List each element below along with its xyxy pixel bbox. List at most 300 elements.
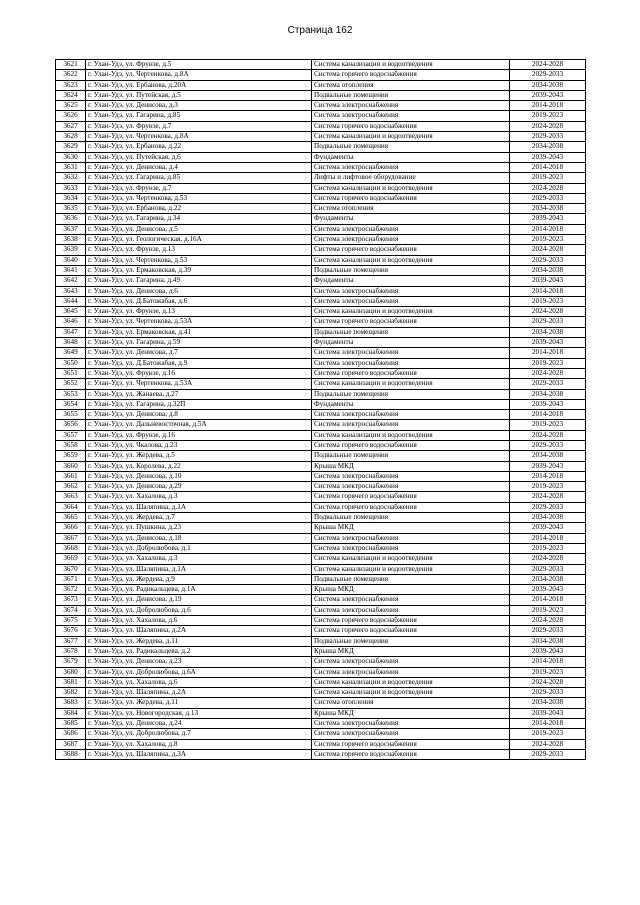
table-row (56, 626, 586, 636)
row-number: 3624 (56, 90, 86, 100)
address-cell: г. Улан-Удэ, ул. Денисова, д.6 (86, 286, 312, 296)
system-cell: Подвальные помещения (312, 265, 510, 275)
address-cell: г. Улан-Удэ, ул. Гагарина, д.85 (86, 173, 312, 183)
period-cell: 2014-2018 (510, 471, 586, 481)
row-number: 3684 (56, 708, 86, 718)
table-row (56, 719, 586, 729)
row-number: 3640 (56, 255, 86, 265)
row-number: 3683 (56, 698, 86, 708)
address-cell: г. Улан-Удэ, ул. Фрунзе, д.13 (86, 245, 312, 255)
row-number: 3662 (56, 482, 86, 492)
period-cell: 2024-2028 (510, 739, 586, 749)
table-row (56, 564, 586, 574)
row-number: 3625 (56, 101, 86, 111)
address-cell: г. Улан-Удэ, ул. Д.Батожабая, д.9 (86, 358, 312, 368)
system-cell: Система электроснабжения (312, 482, 510, 492)
system-cell: Крыша МКД (312, 523, 510, 533)
address-cell: г. Улан-Удэ, ул. Денисова, д.10 (86, 471, 312, 481)
row-number: 3637 (56, 224, 86, 234)
registry-table-body (56, 60, 586, 760)
address-cell: г. Улан-Удэ, ул. Денисова, д.8 (86, 410, 312, 420)
system-cell: Система отопления (312, 204, 510, 214)
address-cell: г. Улан-Удэ, ул. Фрунзе, д.5 (86, 60, 312, 70)
row-number: 3636 (56, 214, 86, 224)
address-cell: г. Улан-Удэ, ул. Добролюбова, д.1 (86, 543, 312, 553)
row-number: 3679 (56, 657, 86, 667)
address-cell: г. Улан-Удэ, ул. Денисова, д.19 (86, 595, 312, 605)
table-row (56, 80, 586, 90)
period-cell: 2039-2043 (510, 708, 586, 718)
address-cell: г. Улан-Удэ, ул. Шаляпина, д.1А (86, 502, 312, 512)
address-cell: г. Улан-Удэ, ул. Денисова, д.29 (86, 482, 312, 492)
table-row (56, 729, 586, 739)
table-row (56, 492, 586, 502)
system-cell: Система электроснабжения (312, 348, 510, 358)
row-number: 3676 (56, 626, 86, 636)
system-cell: Система электроснабжения (312, 543, 510, 553)
row-number: 3658 (56, 440, 86, 450)
row-number: 3680 (56, 667, 86, 677)
row-number: 3664 (56, 502, 86, 512)
system-cell: Система электроснабжения (312, 471, 510, 481)
address-cell: г. Улан-Удэ, ул. Хахалова, д.8 (86, 739, 312, 749)
system-cell: Фундаменты (312, 214, 510, 224)
table-row (56, 749, 586, 759)
address-cell: г. Улан-Удэ, ул. Гагарина, д.32П (86, 399, 312, 409)
address-cell: г. Улан-Удэ, ул. Путейская, д.6 (86, 152, 312, 162)
row-number: 3666 (56, 523, 86, 533)
period-cell: 2034-2038 (510, 698, 586, 708)
row-number: 3687 (56, 739, 86, 749)
system-cell: Подвальные помещения (312, 90, 510, 100)
table-row (56, 338, 586, 348)
row-number: 3659 (56, 451, 86, 461)
row-number: 3663 (56, 492, 86, 502)
period-cell: 2019-2023 (510, 173, 586, 183)
period-cell: 2034-2038 (510, 574, 586, 584)
system-cell: Система электроснабжения (312, 286, 510, 296)
table-row (56, 111, 586, 121)
row-number: 3688 (56, 749, 86, 759)
row-number: 3650 (56, 358, 86, 368)
table-row (56, 389, 586, 399)
period-cell: 2034-2038 (510, 327, 586, 337)
system-cell: Система горячего водоснабжения (312, 368, 510, 378)
system-cell: Крыша МКД (312, 646, 510, 656)
row-number: 3638 (56, 235, 86, 245)
period-cell: 2019-2023 (510, 482, 586, 492)
address-cell: г. Улан-Удэ, ул. Хахалова, д.6 (86, 616, 312, 626)
table-row (56, 657, 586, 667)
row-number: 3628 (56, 132, 86, 142)
table-row (56, 162, 586, 172)
table-row (56, 420, 586, 430)
address-cell: г. Улан-Удэ, ул. Хахалова, д.3 (86, 554, 312, 564)
system-cell: Крыша МКД (312, 585, 510, 595)
period-cell: 2024-2028 (510, 554, 586, 564)
system-cell: Система электроснабжения (312, 729, 510, 739)
address-cell: г. Улан-Удэ, ул. Денисова, д.24 (86, 719, 312, 729)
period-cell: 2039-2043 (510, 338, 586, 348)
address-cell: г. Улан-Удэ, ул. Добролюбова, д.6А (86, 667, 312, 677)
address-cell: г. Улан-Удэ, ул. Шаляпина, д.2А (86, 688, 312, 698)
system-cell: Лифты и лифтовое оборудование (312, 173, 510, 183)
table-row (56, 554, 586, 564)
system-cell: Подвальные помещения (312, 142, 510, 152)
row-number: 3670 (56, 564, 86, 574)
address-cell: г. Улан-Удэ, ул. Хахалова, д.6 (86, 677, 312, 687)
row-number: 3645 (56, 307, 86, 317)
system-cell: Система электроснабжения (312, 224, 510, 234)
system-cell: Система электроснабжения (312, 595, 510, 605)
system-cell: Система канализации и водоотведения (312, 60, 510, 70)
period-cell: 2019-2023 (510, 235, 586, 245)
system-cell: Система отопления (312, 80, 510, 90)
row-number: 3642 (56, 276, 86, 286)
table-row (56, 605, 586, 615)
period-cell: 2024-2028 (510, 616, 586, 626)
table-row (56, 482, 586, 492)
period-cell: 2024-2028 (510, 245, 586, 255)
row-number: 3647 (56, 327, 86, 337)
row-number: 3652 (56, 379, 86, 389)
table-row (56, 70, 586, 80)
period-cell: 2019-2023 (510, 667, 586, 677)
period-cell: 2029-2033 (510, 688, 586, 698)
table-row (56, 451, 586, 461)
system-cell: Система горячего водоснабжения (312, 749, 510, 759)
system-cell: Система горячего водоснабжения (312, 739, 510, 749)
address-cell: г. Улан-Удэ, ул. Геологическая, д.16А (86, 235, 312, 245)
table-row (56, 276, 586, 286)
address-cell: г. Улан-Удэ, ул. Жердева, д.9 (86, 574, 312, 584)
system-cell: Система электроснабжения (312, 296, 510, 306)
row-number: 3665 (56, 513, 86, 523)
row-number: 3685 (56, 719, 86, 729)
row-number: 3653 (56, 389, 86, 399)
table-row (56, 204, 586, 214)
address-cell: г. Улан-Удэ, ул. Путейская, д.5 (86, 90, 312, 100)
table-row (56, 368, 586, 378)
address-cell: г. Улан-Удэ, ул. Гагарина, д.59 (86, 338, 312, 348)
address-cell: г. Улан-Удэ, ул. Жердева, д.7 (86, 513, 312, 523)
address-cell: г. Улан-Удэ, ул. Ербанова, д.22 (86, 142, 312, 152)
address-cell: г. Улан-Удэ, ул. Жанаева, д.27 (86, 389, 312, 399)
address-cell: г. Улан-Удэ, ул. Денисова, д.18 (86, 533, 312, 543)
address-cell: г. Улан-Удэ, ул. Ермаковская, д.39 (86, 265, 312, 275)
table-row (56, 224, 586, 234)
period-cell: 2029-2033 (510, 440, 586, 450)
table-row (56, 523, 586, 533)
period-cell: 2014-2018 (510, 348, 586, 358)
system-cell: Подвальные помещения (312, 636, 510, 646)
period-cell: 2029-2033 (510, 132, 586, 142)
period-cell: 2019-2023 (510, 420, 586, 430)
address-cell: г. Улан-Удэ, ул. Д.Батожабая, д.6 (86, 296, 312, 306)
address-cell: г. Улан-Удэ, ул. Ербанова, д.22 (86, 204, 312, 214)
system-cell: Подвальные помещения (312, 513, 510, 523)
table-row (56, 636, 586, 646)
period-cell: 2034-2038 (510, 142, 586, 152)
address-cell: г. Улан-Удэ, ул. Фрунзе, д.16 (86, 430, 312, 440)
row-number: 3675 (56, 616, 86, 626)
system-cell: Система горячего водоснабжения (312, 492, 510, 502)
address-cell: г. Улан-Удэ, ул. Гагарина, д.85 (86, 111, 312, 121)
period-cell: 2039-2043 (510, 399, 586, 409)
system-cell: Система электроснабжения (312, 358, 510, 368)
address-cell: г. Улан-Удэ, ул. Чертенкова, д.53А (86, 379, 312, 389)
table-row (56, 307, 586, 317)
period-cell: 2034-2038 (510, 389, 586, 399)
table-row (56, 616, 586, 626)
table-row (56, 193, 586, 203)
table-row (56, 698, 586, 708)
period-cell: 2024-2028 (510, 368, 586, 378)
period-cell: 2029-2033 (510, 502, 586, 512)
row-number: 3634 (56, 193, 86, 203)
address-cell: г. Улан-Удэ, ул. Радикальцева, д.2 (86, 646, 312, 656)
period-cell: 2024-2028 (510, 677, 586, 687)
row-number: 3669 (56, 554, 86, 564)
address-cell: г. Улан-Удэ, ул. Новогородская, д.13 (86, 708, 312, 718)
row-number: 3632 (56, 173, 86, 183)
address-cell: г. Улан-Удэ, ул. Чертенкова, д.53А (86, 317, 312, 327)
system-cell: Система электроснабжения (312, 162, 510, 172)
row-number: 3667 (56, 533, 86, 543)
address-cell: г. Улан-Удэ, ул. Денисова, д.3 (86, 101, 312, 111)
table-row (56, 348, 586, 358)
system-cell: Система канализации и водоотведения (312, 183, 510, 193)
period-cell: 2039-2043 (510, 523, 586, 533)
address-cell: г. Улан-Удэ, ул. Гагарина, д.49 (86, 276, 312, 286)
row-number: 3661 (56, 471, 86, 481)
table-row (56, 399, 586, 409)
period-cell: 2029-2033 (510, 749, 586, 759)
table-row (56, 513, 586, 523)
row-number: 3655 (56, 410, 86, 420)
system-cell: Система горячего водоснабжения (312, 626, 510, 636)
system-cell: Подвальные помещения (312, 451, 510, 461)
period-cell: 2024-2028 (510, 430, 586, 440)
period-cell: 2014-2018 (510, 286, 586, 296)
table-row (56, 121, 586, 131)
table-row (56, 90, 586, 100)
period-cell: 2039-2043 (510, 214, 586, 224)
period-cell: 2024-2028 (510, 492, 586, 502)
period-cell: 2029-2033 (510, 70, 586, 80)
system-cell: Система электроснабжения (312, 101, 510, 111)
system-cell: Система электроснабжения (312, 420, 510, 430)
table-row (56, 142, 586, 152)
system-cell: Система электроснабжения (312, 410, 510, 420)
row-number: 3674 (56, 605, 86, 615)
row-number: 3621 (56, 60, 86, 70)
system-cell: Система горячего водоснабжения (312, 245, 510, 255)
system-cell: Система горячего водоснабжения (312, 193, 510, 203)
system-cell: Крыша МКД (312, 461, 510, 471)
row-number: 3626 (56, 111, 86, 121)
row-number: 3635 (56, 204, 86, 214)
system-cell: Система горячего водоснабжения (312, 440, 510, 450)
system-cell: Подвальные помещения (312, 327, 510, 337)
page-title: Страница 162 (287, 25, 353, 36)
period-cell: 2019-2023 (510, 543, 586, 553)
table-row (56, 327, 586, 337)
row-number: 3630 (56, 152, 86, 162)
system-cell: Система электроснабжения (312, 657, 510, 667)
address-cell: г. Улан-Удэ, ул. Жердева, д.11 (86, 636, 312, 646)
period-cell: 2019-2023 (510, 358, 586, 368)
row-number: 3656 (56, 420, 86, 430)
table-row (56, 708, 586, 718)
table-row (56, 358, 586, 368)
system-cell: Система канализации и водоотведения (312, 564, 510, 574)
row-number: 3671 (56, 574, 86, 584)
table-row (56, 585, 586, 595)
address-cell: г. Улан-Удэ, ул. Чкалова, д.23 (86, 440, 312, 450)
system-cell: Крыша МКД (312, 708, 510, 718)
system-cell: Фундаменты (312, 399, 510, 409)
table-row (56, 471, 586, 481)
row-number: 3672 (56, 585, 86, 595)
period-cell: 2034-2038 (510, 451, 586, 461)
table-row (56, 533, 586, 543)
system-cell: Система канализации и водоотведения (312, 554, 510, 564)
address-cell: г. Улан-Удэ, ул. Чертенкова, д.53 (86, 255, 312, 265)
address-cell: г. Улан-Удэ, ул. Радикальцева, д.1А (86, 585, 312, 595)
system-cell: Система горячего водоснабжения (312, 616, 510, 626)
period-cell: 2014-2018 (510, 533, 586, 543)
period-cell: 2029-2033 (510, 379, 586, 389)
row-number: 3627 (56, 121, 86, 131)
row-number: 3649 (56, 348, 86, 358)
address-cell: г. Улан-Удэ, ул. Шаляпина, д.2А (86, 626, 312, 636)
address-cell: г. Улан-Удэ, ул. Фрунзе, д.13 (86, 307, 312, 317)
system-cell: Система канализации и водоотведения (312, 307, 510, 317)
period-cell: 2014-2018 (510, 224, 586, 234)
table-row (56, 286, 586, 296)
address-cell: г. Улан-Удэ, ул. Денисова, д.5 (86, 224, 312, 234)
system-cell: Система канализации и водоотведения (312, 677, 510, 687)
table-row (56, 317, 586, 327)
period-cell: 2024-2028 (510, 60, 586, 70)
period-cell: 2034-2038 (510, 513, 586, 523)
row-number: 3629 (56, 142, 86, 152)
system-cell: Система горячего водоснабжения (312, 502, 510, 512)
period-cell: 2029-2033 (510, 626, 586, 636)
row-number: 3651 (56, 368, 86, 378)
row-number: 3623 (56, 80, 86, 90)
table-row (56, 461, 586, 471)
system-cell: Фундаменты (312, 276, 510, 286)
period-cell: 2034-2038 (510, 80, 586, 90)
table-row (56, 235, 586, 245)
period-cell: 2034-2038 (510, 265, 586, 275)
table-row (56, 245, 586, 255)
address-cell: г. Улан-Удэ, ул. Добролюбова, д.6 (86, 605, 312, 615)
table-row (56, 255, 586, 265)
period-cell: 2019-2023 (510, 605, 586, 615)
address-cell: г. Улан-Удэ, ул. Шаляпина, д.3А (86, 749, 312, 759)
row-number: 3643 (56, 286, 86, 296)
row-number: 3646 (56, 317, 86, 327)
address-cell: г. Улан-Удэ, ул. Денисова, д.23 (86, 657, 312, 667)
address-cell: г. Улан-Удэ, ул. Жердева, д.11 (86, 698, 312, 708)
address-cell: г. Улан-Удэ, ул. Дальневосточная, д.5А (86, 420, 312, 430)
row-number: 3622 (56, 70, 86, 80)
address-cell: г. Улан-Удэ, ул. Чертенкова, д.8А (86, 132, 312, 142)
system-cell: Система горячего водоснабжения (312, 121, 510, 131)
period-cell: 2014-2018 (510, 162, 586, 172)
address-cell: г. Улан-Удэ, ул. Фрунзе, д.16 (86, 368, 312, 378)
system-cell: Подвальные помещения (312, 389, 510, 399)
table-row (56, 739, 586, 749)
period-cell: 2019-2023 (510, 111, 586, 121)
table-row (56, 595, 586, 605)
system-cell: Фундаменты (312, 152, 510, 162)
table-row (56, 379, 586, 389)
address-cell: г. Улан-Удэ, ул. Добролюбова, д.7 (86, 729, 312, 739)
row-number: 3677 (56, 636, 86, 646)
address-cell: г. Улан-Удэ, ул. Фрунзе, д.7 (86, 121, 312, 131)
address-cell: г. Улан-Удэ, ул. Чертенкова, д.8А (86, 70, 312, 80)
period-cell: 2014-2018 (510, 595, 586, 605)
row-number: 3654 (56, 399, 86, 409)
address-cell: г. Улан-Удэ, ул. Пушкина, д.23 (86, 523, 312, 533)
period-cell: 2014-2018 (510, 719, 586, 729)
address-cell: г. Улан-Удэ, ул. Ербанова, д.20А (86, 80, 312, 90)
address-cell: г. Улан-Удэ, ул. Королева, д.22 (86, 461, 312, 471)
address-cell: г. Улан-Удэ, ул. Жердева, д.5 (86, 451, 312, 461)
table-row (56, 101, 586, 111)
period-cell: 2019-2023 (510, 729, 586, 739)
period-cell: 2039-2043 (510, 152, 586, 162)
row-number: 3678 (56, 646, 86, 656)
row-number: 3673 (56, 595, 86, 605)
table-row (56, 430, 586, 440)
period-cell: 2019-2023 (510, 296, 586, 306)
table-row (56, 265, 586, 275)
table-row (56, 410, 586, 420)
period-cell: 2014-2018 (510, 101, 586, 111)
system-cell: Система канализации и водоотведения (312, 255, 510, 265)
period-cell: 2024-2028 (510, 121, 586, 131)
period-cell: 2029-2033 (510, 564, 586, 574)
table-row (56, 152, 586, 162)
system-cell: Подвальные помещения (312, 574, 510, 584)
row-number: 3660 (56, 461, 86, 471)
table-row (56, 677, 586, 687)
period-cell: 2024-2028 (510, 307, 586, 317)
row-number: 3648 (56, 338, 86, 348)
row-number: 3681 (56, 677, 86, 687)
row-number: 3686 (56, 729, 86, 739)
row-number: 3631 (56, 162, 86, 172)
system-cell: Система канализации и водоотведения (312, 132, 510, 142)
row-number: 3668 (56, 543, 86, 553)
table-row (56, 667, 586, 677)
table-row (56, 132, 586, 142)
registry-table (55, 59, 586, 760)
address-cell: г. Улан-Удэ, ул. Чертенкова, д.53 (86, 193, 312, 203)
address-cell: г. Улан-Удэ, ул. Ермаковская, д.41 (86, 327, 312, 337)
table-row (56, 574, 586, 584)
row-number: 3633 (56, 183, 86, 193)
system-cell: Система горячего водоснабжения (312, 70, 510, 80)
period-cell: 2039-2043 (510, 276, 586, 286)
table-row (56, 296, 586, 306)
system-cell: Система отопления (312, 698, 510, 708)
